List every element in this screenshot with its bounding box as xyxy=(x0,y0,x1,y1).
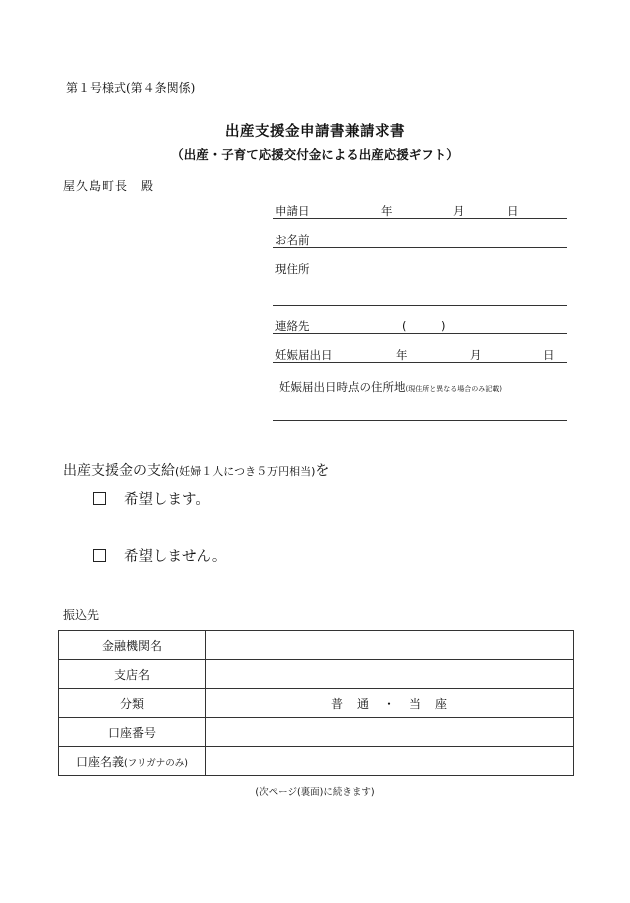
table-row xyxy=(59,747,574,776)
table-row xyxy=(59,660,574,689)
bank-name-field[interactable] xyxy=(206,631,574,660)
contact-parens: ( ) xyxy=(402,319,446,333)
branch-name-field[interactable] xyxy=(206,660,574,689)
name-label: お名前 xyxy=(275,233,310,247)
addressee: 屋久島町長 殿 xyxy=(63,179,155,193)
account-number-field[interactable] xyxy=(206,718,574,747)
pregnancy-date-field[interactable] xyxy=(273,362,567,363)
pregnancy-date-label: 妊娠届出日 xyxy=(275,348,333,362)
bank-name-label: 金融機関名 xyxy=(59,631,206,660)
account-holder-field[interactable] xyxy=(206,747,574,776)
branch-name-label: 支店名 xyxy=(59,660,206,689)
continued-note: (次ページ(裏面)に続きます) xyxy=(255,787,375,798)
contact-field[interactable] xyxy=(273,333,567,334)
address-field[interactable] xyxy=(273,305,567,306)
pregnancy-address-field[interactable] xyxy=(273,420,567,421)
option-no-checkbox[interactable] xyxy=(93,549,106,562)
apply-date-year: 年 xyxy=(381,204,393,218)
bank-heading: 振込先 xyxy=(63,608,100,622)
support-main: 出産支援金の支給 xyxy=(63,463,175,479)
pregnancy-address-note: (現住所と異なる場合のみ記載) xyxy=(405,385,502,393)
option-yes[interactable] xyxy=(93,488,210,509)
apply-date-month: 月 xyxy=(453,204,465,218)
pregnancy-address-heading xyxy=(279,376,502,395)
pregnancy-date-month: 月 xyxy=(470,348,482,362)
option-yes-checkbox[interactable] xyxy=(93,492,106,505)
contact-label: 連絡先 xyxy=(275,319,310,333)
table-row xyxy=(59,718,574,747)
table-row xyxy=(59,689,574,718)
account-holder-label: 口座名義 xyxy=(76,754,125,769)
name-field[interactable] xyxy=(273,247,567,248)
option-no-label: 希望しません。 xyxy=(124,549,227,565)
support-note: (妊婦１人につき５万円相当) xyxy=(175,465,316,478)
form-number: 第１号様式(第４条関係) xyxy=(66,81,196,95)
form-title: 出産支援金申請書兼請求書 xyxy=(225,124,405,140)
support-question xyxy=(63,460,329,480)
account-holder-note: (フリガナのみ) xyxy=(124,757,188,769)
option-no[interactable] xyxy=(93,545,226,566)
table-row xyxy=(59,631,574,660)
option-yes-label: 希望します。 xyxy=(124,492,210,508)
account-holder-label-cell xyxy=(59,747,206,776)
account-type-label: 分類 xyxy=(59,689,206,718)
account-type-options[interactable]: 普 通 ・ 当 座 xyxy=(206,689,574,718)
address-label: 現住所 xyxy=(275,262,310,276)
apply-date-field[interactable] xyxy=(273,218,567,219)
account-number-label: 口座番号 xyxy=(59,718,206,747)
pregnancy-date-year: 年 xyxy=(396,348,408,362)
bank-table xyxy=(58,630,574,776)
apply-date-label: 申請日 xyxy=(275,204,310,218)
form-subtitle: （出産・子育て応援交付金による出産応援ギフト） xyxy=(171,147,459,162)
support-suffix: を xyxy=(315,463,330,479)
apply-date-day: 日 xyxy=(507,204,519,218)
pregnancy-date-day: 日 xyxy=(543,348,555,362)
pregnancy-address-label: 妊娠届出日時点の住所地 xyxy=(279,380,406,394)
